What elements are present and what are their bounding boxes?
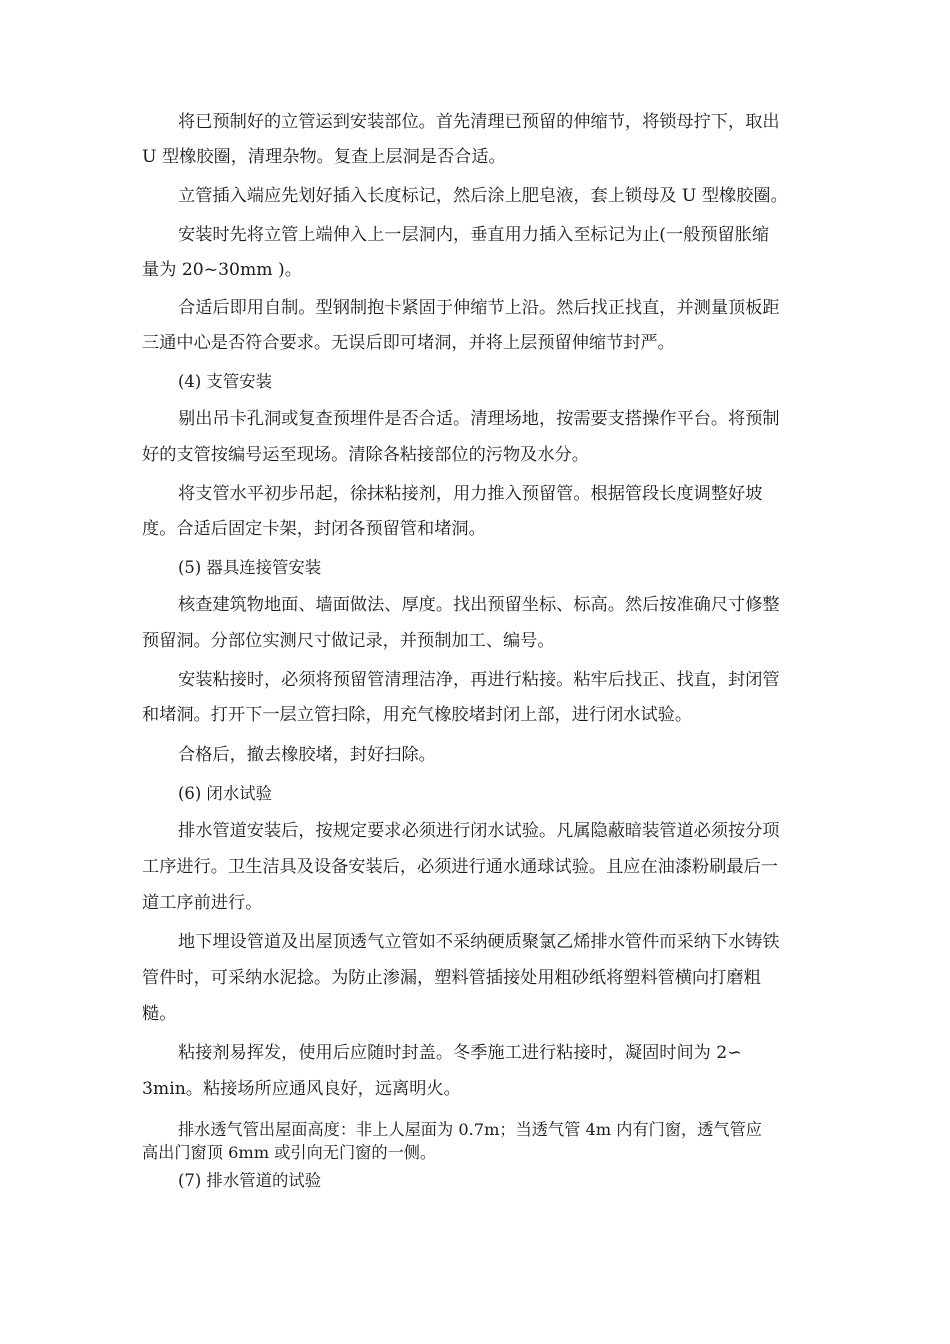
section-heading-7: (7) 排水管道的试验 bbox=[178, 1171, 322, 1190]
para-riser-fix-line-1: 合适后即用自制。型钢制抱卡紧固于伸缩节上沿。然后找正找直，并测量顶板距 bbox=[178, 298, 780, 318]
section-heading-5: (5) 器具连接管安装 bbox=[178, 558, 322, 577]
para-riser-insert-mark: 立管插入端应先划好插入长度标记，然后涂上肥皂液，套上锁母及 U 型橡胶圈。 bbox=[178, 186, 788, 206]
para-closed-water-line-2: 工序进行。卫生洁具及设备安装后，必须进行通水通球试验。且应在油漆粉刷最后一 bbox=[142, 857, 778, 877]
para-riser-fix-line-2: 三通中心是否符合要求。无误后即可堵洞，并将上层预留伸缩节封严。 bbox=[142, 333, 675, 353]
para-vent-height-line-1: 排水透气管出屋面高度：非上人屋面为 0.7m；当透气管 4m 内有门窗，透气管应 bbox=[178, 1120, 762, 1139]
para-branch-lift-line-1: 将支管水平初步吊起，徐抹粘接剂，用力推入预留管。根据管段长度调整好坡 bbox=[178, 484, 763, 504]
para-riser-install-line-1: 安装时先将立管上端伸入上一层洞内，垂直用力插入至标记为止(一般预留胀缩 bbox=[178, 225, 770, 245]
para-branch-prep-line-1: 剔出吊卡孔洞或复查预埋件是否合适。清理场地，按需要支搭操作平台。将预制 bbox=[178, 409, 780, 429]
para-fixture-finish: 合格后，撤去橡胶堵，封好扫除。 bbox=[178, 745, 436, 765]
para-adhesive-line-1: 粘接剂易挥发，使用后应随时封盖。冬季施工进行粘接时，凝固时间为 2∽ bbox=[178, 1043, 742, 1063]
para-adhesive-line-2: 3min。粘接场所应通风良好，远离明火。 bbox=[142, 1079, 461, 1099]
para-riser-transport-line-1: 将已预制好的立管运到安装部位。首先清理已预留的伸缩节，将锁母拧下，取出 bbox=[178, 112, 780, 132]
para-branch-prep-line-2: 好的支管按编号运至现场。清除各粘接部位的污物及水分。 bbox=[142, 445, 589, 465]
para-closed-water-line-3: 道工序前进行。 bbox=[142, 893, 263, 913]
para-branch-lift-line-2: 度。合适后固定卡架，封闭各预留管和堵洞。 bbox=[142, 519, 486, 539]
para-underground-line-2: 管件时，可采纳水泥捻。为防止渗漏，塑料管插接处用粗砂纸将塑料管横向打磨粗 bbox=[142, 968, 761, 988]
para-vent-height-line-2: 高出门窗顶 6mm 或引向无门窗的一侧。 bbox=[142, 1143, 437, 1162]
para-riser-install-line-2: 量为 20~30mm )。 bbox=[142, 260, 302, 280]
para-fixture-check-line-1: 核查建筑物地面、墙面做法、厚度。找出预留坐标、标高。然后按准确尺寸修整 bbox=[178, 595, 780, 615]
para-underground-line-3: 糙。 bbox=[142, 1004, 177, 1024]
para-fixture-check-line-2: 预留洞。分部位实测尺寸做记录，并预制加工、编号。 bbox=[142, 631, 555, 651]
para-riser-transport-line-2: U 型橡胶圈，清理杂物。复查上层洞是否合适。 bbox=[142, 147, 506, 167]
para-closed-water-line-1: 排水管道安装后，按规定要求必须进行闭水试验。凡属隐蔽暗装管道必须按分项 bbox=[178, 821, 780, 841]
para-underground-line-1: 地下埋设管道及出屋顶透气立管如不采纳硬质聚氯乙烯排水管件而采纳下水铸铁 bbox=[178, 932, 780, 952]
para-fixture-bond-line-2: 和堵洞。打开下一层立管扫除，用充气橡胶堵封闭上部，进行闭水试验。 bbox=[142, 705, 693, 725]
para-fixture-bond-line-1: 安装粘接时，必须将预留管清理洁净，再进行粘接。粘牢后找正、找直，封闭管 bbox=[178, 670, 780, 690]
section-heading-6: (6) 闭水试验 bbox=[178, 784, 272, 803]
section-heading-4: (4) 支管安装 bbox=[178, 372, 272, 391]
